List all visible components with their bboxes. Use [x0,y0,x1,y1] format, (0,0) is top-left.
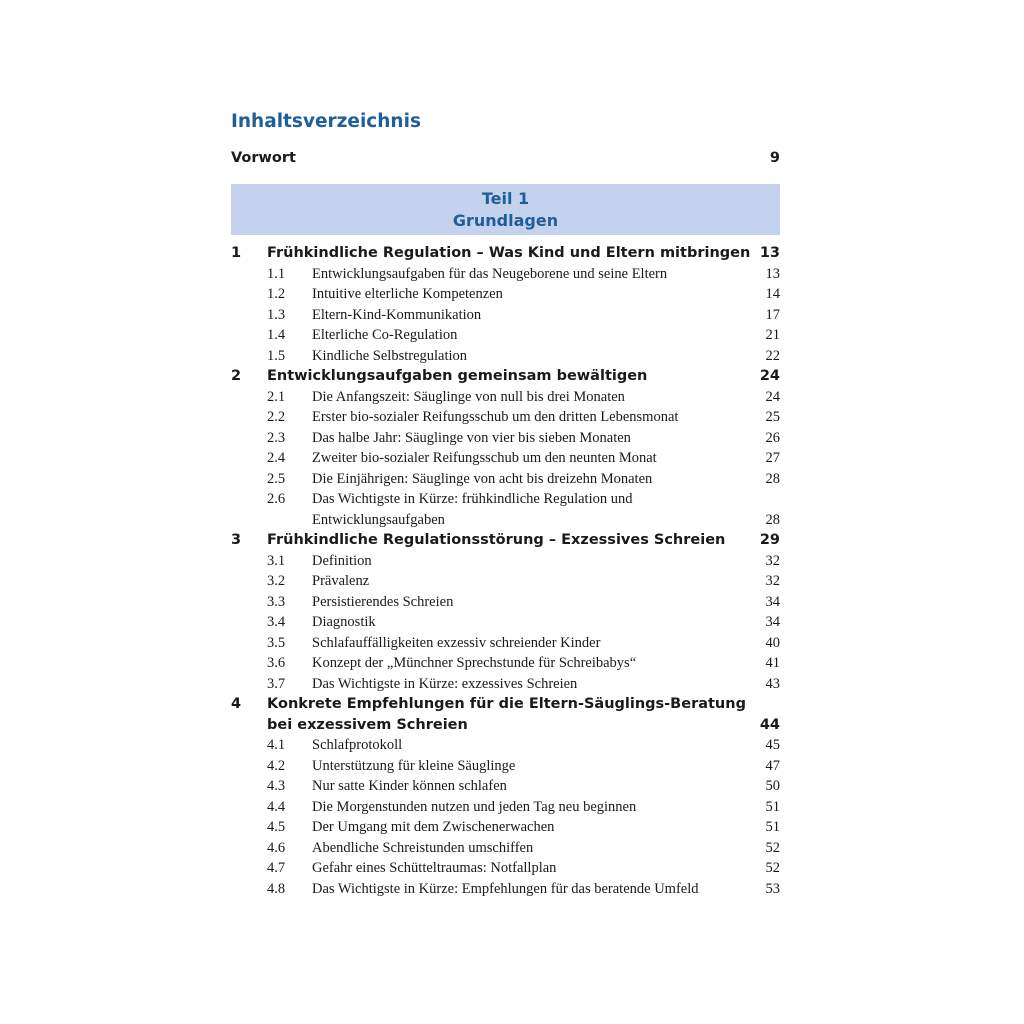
toc-section[interactable] [231,551,780,572]
section-number: 2.3 [267,429,286,446]
section-title-line: Eltern-Kind-Kommunikation [312,306,482,323]
section-page: 22 [765,347,780,364]
section-page: 41 [765,655,780,671]
toc-chapter[interactable] [231,530,780,551]
toc-chapter[interactable] [231,366,780,387]
section-title-line: Diagnostik [312,614,376,630]
section-number: 2.4 [267,450,286,466]
section-number: 1.5 [267,347,286,364]
section-title [312,797,756,818]
section-title [312,284,756,305]
section-title-line: Konzept der „Münchner Sprechstunde für Schreibabys“ [312,655,637,671]
page-title: Inhaltsverzeichnis [231,111,421,132]
toc-section[interactable] [231,756,780,777]
section-title-line: Zweiter bio-sozialer Reifungsschub um den neunten Monat [312,450,657,466]
section-title [312,879,756,900]
section-page: 47 [765,757,780,774]
section-number: 1.3 [267,306,286,323]
section-title [312,448,756,469]
section-title-line: Das halbe Jahr: Säuglinge von vier bis sieben Monaten [312,429,631,446]
toc-section[interactable] [231,489,780,530]
section-title [312,653,756,674]
toc-section[interactable] [231,284,780,305]
chapter-title [267,366,756,387]
toc-section[interactable] [231,674,780,695]
section-title-line: Entwicklungsaufgaben [312,511,445,528]
toc-section[interactable] [231,838,780,859]
section-page: 34 [765,614,780,630]
toc-section[interactable] [231,592,780,613]
section-number: 4.4 [267,798,286,815]
section-number: 4.8 [267,880,286,897]
section-title [312,817,756,838]
toc-section[interactable] [231,387,780,408]
toc-section[interactable] [231,817,780,838]
section-title [312,305,756,326]
section-title [312,346,756,367]
section-title-line: Definition [312,552,372,569]
section-number: 1.4 [267,327,286,343]
section-page: 50 [765,778,780,794]
chapter-title [267,530,756,551]
section-page: 26 [765,429,780,446]
section-page: 45 [765,737,780,753]
section-number: 3.2 [267,573,286,589]
toc-entry-foreword[interactable] [231,147,780,169]
section-title [312,674,756,695]
section-title-line: Das Wichtigste in Kürze: frühkindliche Regulation und [312,491,633,507]
toc-section[interactable] [231,633,780,654]
section-number: 3.1 [267,552,286,569]
toc-section[interactable] [231,612,780,633]
section-title [312,735,756,756]
toc-chapter[interactable] [231,694,780,735]
section-page: 52 [765,860,780,876]
foreword-page: 9 [769,150,780,166]
section-title-line: Elterliche Co-Regulation [312,327,458,343]
part-number: Teil 1 [481,188,530,208]
chapter-title-line: Frühkindliche Regulation – Was Kind und Eltern mitbringen [267,245,751,261]
toc-list [231,243,780,899]
section-page: 51 [765,819,780,835]
section-title-line: Das Wichtigste in Kürze: exzessives Schreien [312,675,578,692]
section-number: 3.5 [267,634,286,651]
section-number: 2.2 [267,409,286,425]
section-page: 40 [765,634,780,651]
section-title-line: Das Wichtigste in Kürze: Empfehlungen für das beratende Umfeld [312,880,699,897]
section-title-line: Die Morgenstunden nutzen und jeden Tag neu beginnen [312,798,637,815]
section-number: 4.1 [267,737,286,753]
section-page: 28 [765,511,780,528]
section-page: 13 [765,265,780,282]
section-number: 3.7 [267,675,286,692]
section-page: 53 [765,880,780,897]
section-page: 32 [765,552,780,569]
section-page: 52 [765,839,780,856]
chapter-page: 13 [759,245,780,261]
section-title-line: Prävalenz [312,573,370,589]
section-title-line: Die Anfangszeit: Säuglinge von null bis drei Monaten [312,388,625,405]
section-page: 27 [765,450,780,466]
toc-section[interactable] [231,797,780,818]
chapter-page: 24 [759,368,780,384]
chapter-number: 2 [231,368,242,384]
chapter-number: 3 [231,532,242,548]
chapter-title [267,243,756,264]
section-number: 2.5 [267,470,286,487]
section-title-line: Gefahr eines Schütteltraumas: Notfallplan [312,860,557,876]
toc-section[interactable] [231,653,780,674]
section-number: 1.2 [267,286,286,302]
chapter-title-line: Konkrete Empfehlungen für die Eltern-Säuglings-Beratung [267,696,746,712]
section-title [312,551,756,572]
toc-section[interactable] [231,305,780,326]
section-number: 4.6 [267,839,286,856]
chapter-number: 1 [231,245,242,261]
toc-section[interactable] [231,735,780,756]
section-title-line: Kindliche Selbstregulation [312,347,468,364]
toc-section[interactable] [231,346,780,367]
section-title [312,387,756,408]
chapter-title-line: Frühkindliche Regulationsstörung – Exzessives Schreien [267,532,726,548]
chapter-title-line: Entwicklungsaufgaben gemeinsam bewältigen [267,368,648,384]
section-title-line: Persistierendes Schreien [312,593,454,610]
section-title [312,633,756,654]
section-number: 4.5 [267,819,286,835]
section-title [312,571,756,592]
section-number: 3.4 [267,614,286,630]
section-page: 43 [765,675,780,692]
section-title-line: Nur satte Kinder können schlafen [312,778,507,794]
section-title-line: Unterstützung für kleine Säuglinge [312,757,516,774]
chapter-title [267,694,756,735]
section-page: 32 [765,573,780,589]
chapter-title-line: bei exzessivem Schreien [267,716,468,733]
section-title [312,428,756,449]
toc-section[interactable] [231,325,780,346]
toc-section[interactable] [231,879,780,900]
toc-section[interactable] [231,776,780,797]
section-page: 14 [765,286,780,302]
section-number: 4.3 [267,778,286,794]
section-title [312,612,756,633]
section-title-line: Erster bio-sozialer Reifungsschub um den dritten Lebensmonat [312,409,679,425]
chapter-number: 4 [231,696,242,712]
section-page: 34 [765,593,780,610]
section-title-line: Abendliche Schreistunden umschiffen [312,839,534,856]
section-number: 3.3 [267,593,286,610]
toc-section[interactable] [231,407,780,428]
chapter-page: 29 [759,532,780,548]
section-page: 28 [765,470,780,487]
toc-section[interactable] [231,571,780,592]
section-number: 3.6 [267,655,286,671]
section-title [312,838,756,859]
section-number: 4.2 [267,757,286,774]
section-title [312,776,756,797]
section-title-line: Intuitive elterliche Kompetenzen [312,286,503,302]
section-title-line: Der Umgang mit dem Zwischenerwachen [312,819,555,835]
section-number: 2.1 [267,388,286,405]
section-number: 4.7 [267,860,286,876]
part-title: Grundlagen [452,210,559,230]
toc-section[interactable] [231,469,780,490]
section-title [312,858,756,879]
toc-page [231,108,780,899]
section-page: 17 [765,306,780,323]
toc-section[interactable] [231,448,780,469]
section-number: 2.6 [267,491,286,507]
section-title-line: Die Einjährigen: Säuglinge von acht bis dreizehn Monaten [312,470,653,487]
section-title [312,756,756,777]
toc-section[interactable] [231,264,780,285]
toc-section[interactable] [231,428,780,449]
section-title [312,489,756,530]
section-title [312,407,756,428]
section-title-line: Schlafauffälligkeiten exzessiv schreiender Kinder [312,634,601,651]
section-number: 1.1 [267,265,286,282]
toc-chapter[interactable] [231,243,780,264]
toc-section[interactable] [231,858,780,879]
section-title-line: Entwicklungsaufgaben für das Neugeborene und seine Eltern [312,265,668,282]
section-page: 51 [765,798,780,815]
section-title [312,264,756,285]
section-title [312,592,756,613]
section-page: 21 [765,327,780,343]
chapter-page: 44 [759,716,780,733]
section-title [312,469,756,490]
section-title [312,325,756,346]
section-title-line: Schlafprotokoll [312,737,403,753]
section-page: 24 [765,388,780,405]
section-page: 25 [765,409,780,425]
part-banner [231,184,780,235]
foreword-label: Vorwort [231,150,296,166]
